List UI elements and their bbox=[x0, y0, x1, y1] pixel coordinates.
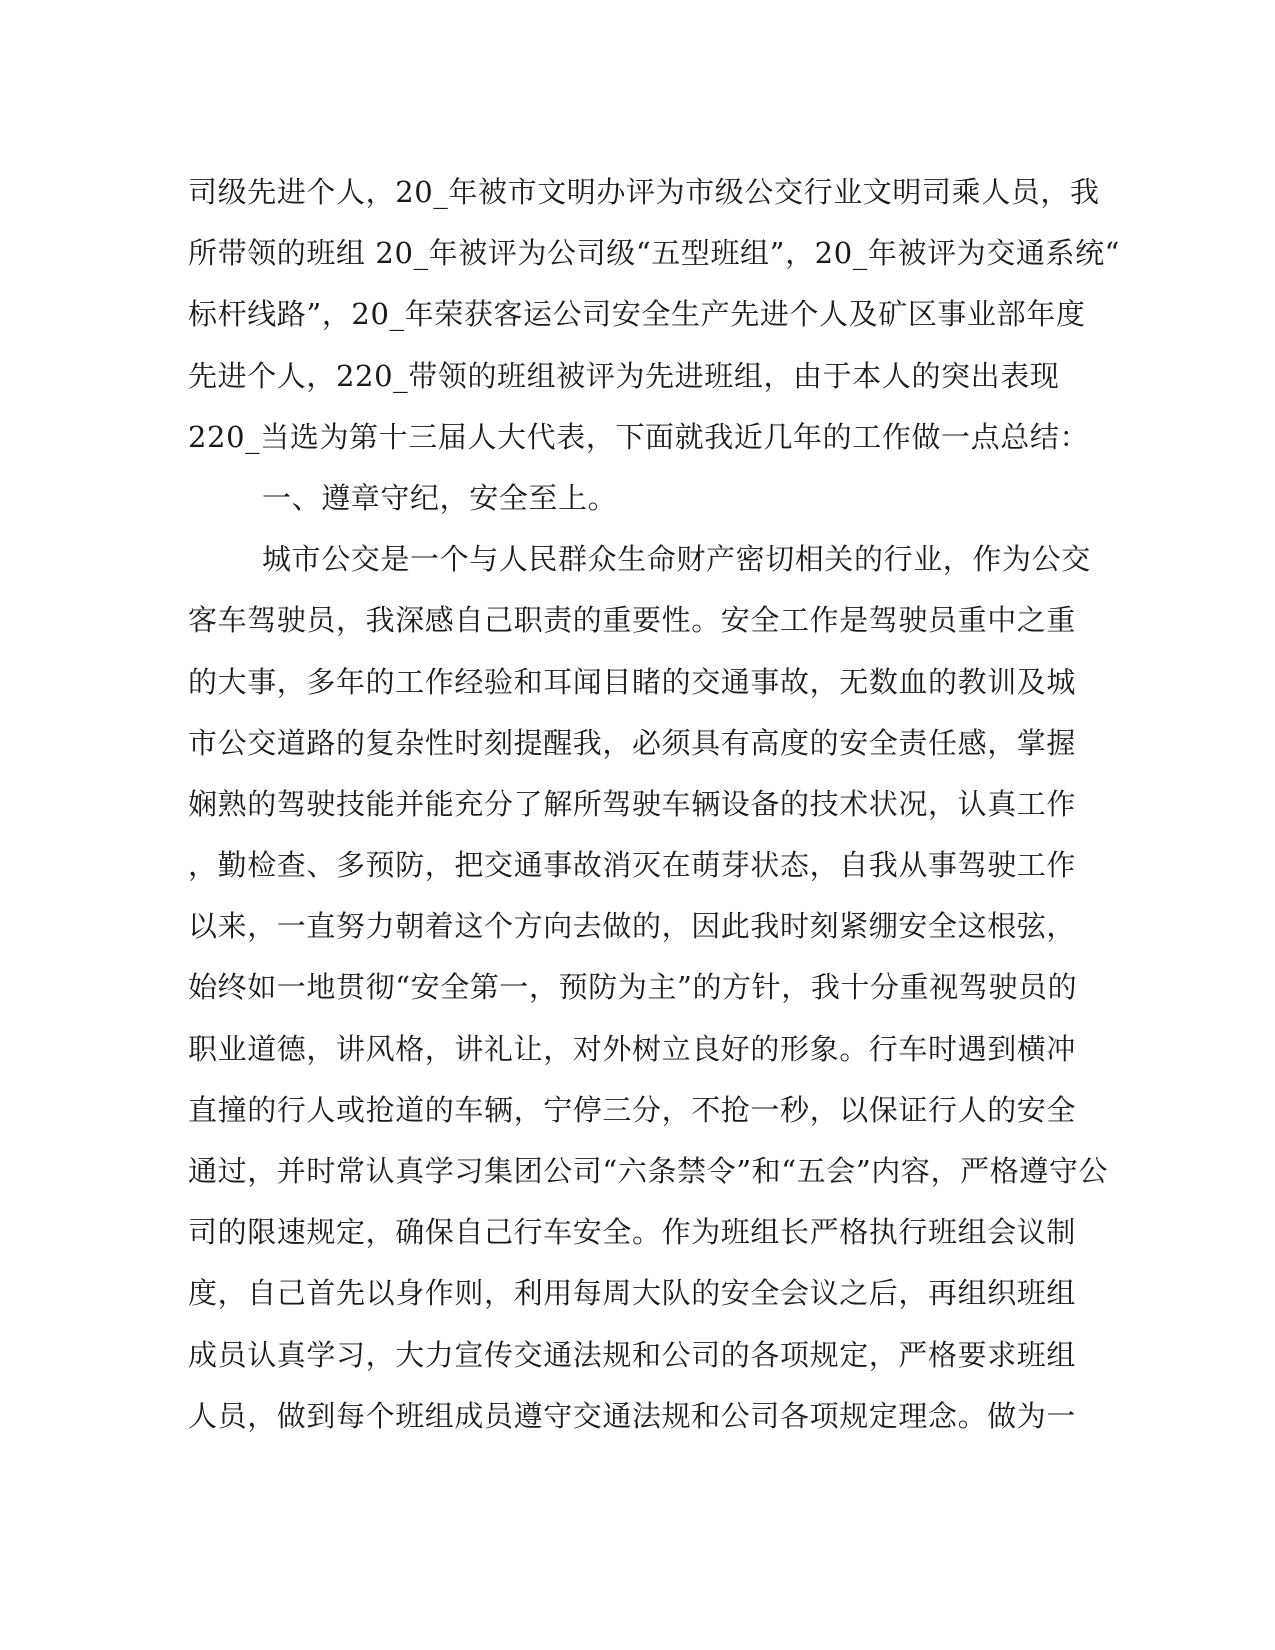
paragraph-first-line: 城市公交是一个与人民群众生命财产密切相关的行业，作为公交 bbox=[262, 542, 1091, 577]
text-line: 始终如一地贯彻“安全第一，预防为主”的方针，我十分重视驾驶员的 bbox=[188, 970, 1078, 1005]
text-line: 市公交道路的复杂性时刻提醒我，必须具有高度的安全责任感，掌握 bbox=[188, 725, 1077, 760]
text-line: 先进个人，220_带领的班组被评为先进班组，由于本人的突出表现 bbox=[188, 358, 1060, 393]
text-line: 通过，并时常认真学习集团公司“六条禁令”和“五会”内容，严格遵守公 bbox=[188, 1154, 1109, 1188]
text-line: 司级先进个人，20_年被市文明办评为市级公交行业文明司乘人员，我 bbox=[188, 175, 1100, 209]
text-line: 220_当选为第十三届人大代表，下面就我近几年的工作做一点总结： bbox=[188, 419, 1090, 454]
text-line: 司的限速规定，确保自己行车安全。作为班组长严格执行班组会议制 bbox=[188, 1215, 1077, 1250]
text-line: 职业道德，讲风格，讲礼让，对外树立良好的形象。行车时遇到横冲 bbox=[188, 1031, 1077, 1066]
text-line: 标杆线路”，20_年荣获客运公司安全生产先进个人及矿区事业部年度 bbox=[188, 297, 1086, 332]
text-line: 成员认真学习，大力宣传交通法规和公司的各项规定，严格要求班组 bbox=[188, 1337, 1077, 1372]
text-line: ，勤检查、多预防，把交通事故消灭在萌芽状态，自我从事驾驶工作 bbox=[188, 848, 1077, 883]
text-line: 度，自己首先以身作则，利用每周大队的安全会议之后，再组织班组 bbox=[188, 1276, 1077, 1311]
text-line: 客车驾驶员，我深感自己职责的重要性。安全工作是驾驶员重中之重 bbox=[188, 603, 1077, 638]
body-text bbox=[188, 162, 1121, 1447]
text-line: 以来，一直努力朝着这个方向去做的，因此我时刻紧绷安全这根弦， bbox=[188, 909, 1077, 944]
text-line: 娴熟的驾驶技能并能充分了解所驾驶车辆设备的技术状况，认真工作 bbox=[188, 786, 1077, 821]
text-line: 的大事，多年的工作经验和耳闻目睹的交通事故，无数血的教训及城 bbox=[188, 664, 1077, 699]
section-heading: 一、遵章守纪，安全至上。 bbox=[262, 480, 618, 515]
text-line: 直撞的行人或抢道的车辆，宁停三分，不抢一秒，以保证行人的安全 bbox=[188, 1092, 1077, 1127]
text-line: 人员，做到每个班组成员遵守交通法规和公司各项规定理念。做为一 bbox=[188, 1398, 1077, 1433]
text-line: 所带领的班组 20_年被评为公司级“五型班组”，20_年被评为交通系统“ bbox=[188, 236, 1121, 271]
